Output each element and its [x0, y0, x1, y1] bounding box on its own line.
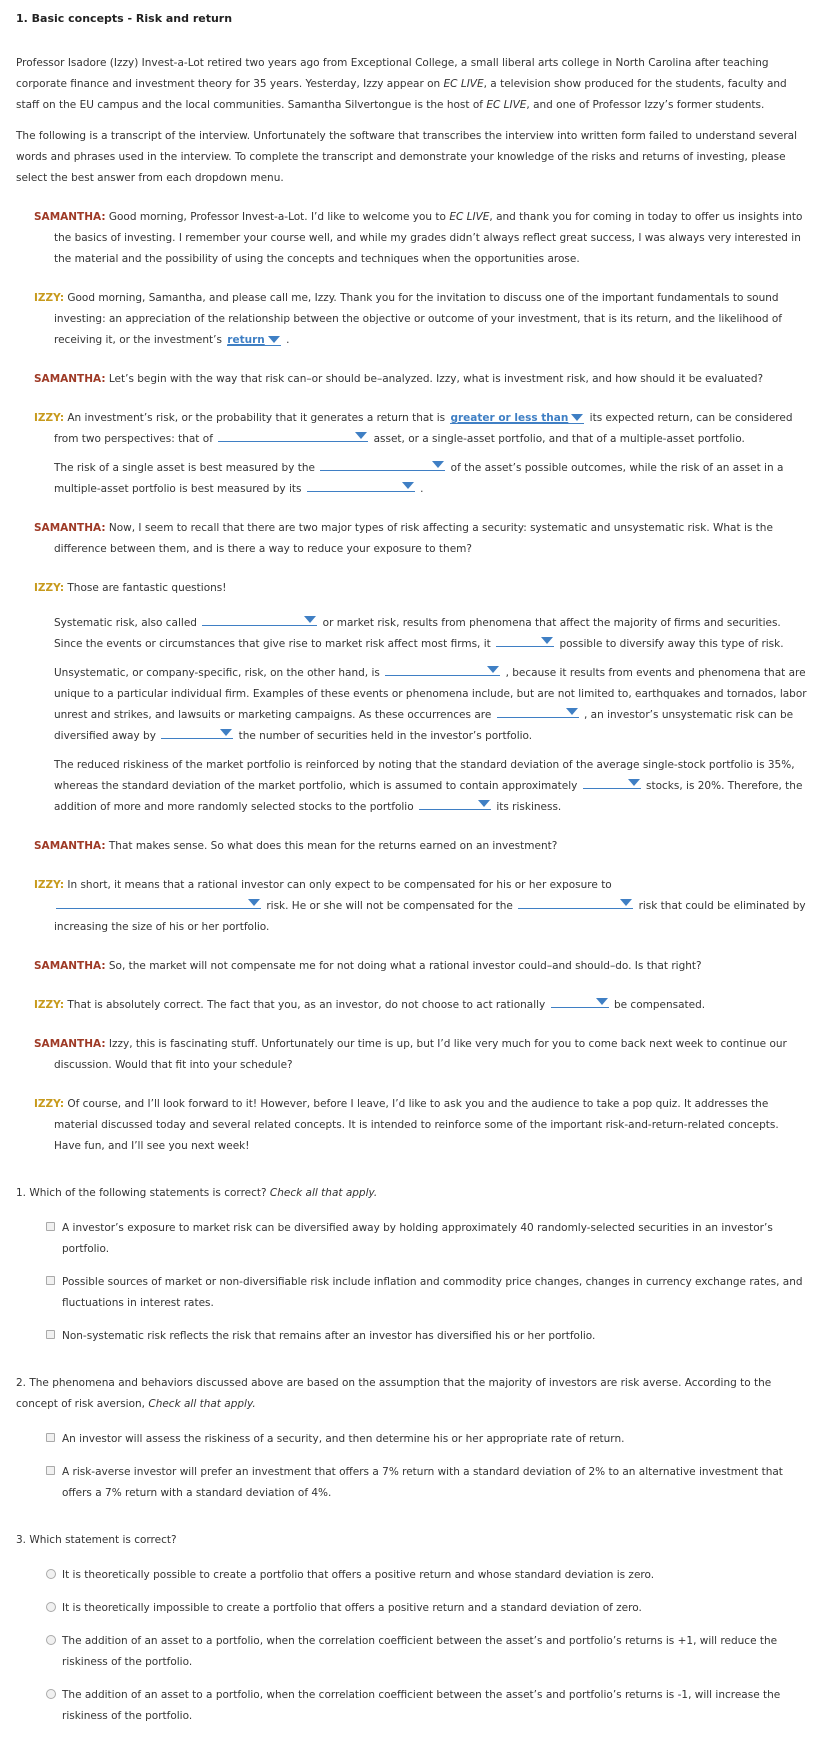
question-3-text: 3. Which statement is correct? — [16, 1534, 177, 1546]
turn-samantha-4: SAMANTHA: That makes sense. So what does this mean for the returns earned on an investment? — [34, 840, 558, 852]
speaker-izzy: IZZY: — [34, 1098, 65, 1110]
radio-icon[interactable] — [46, 1602, 56, 1612]
question-3 — [16, 1530, 808, 1727]
dropdown-change-count[interactable] — [161, 727, 233, 739]
chevron-down-icon — [541, 637, 553, 644]
checkbox-icon[interactable] — [46, 1276, 55, 1285]
chevron-down-icon — [478, 800, 490, 807]
turn-izzy-6: IZZY: Of course, and I’ll look forward to it! However, before I leave, I’d like to ask you and the audience to take a pop quiz. It addresses the material discussed today and several related concepts. It is intended to reinforce some of the important risk-and-return-related concepts. Have fun, and I’ll see you next week! — [34, 1098, 779, 1152]
turn-samantha-5: SAMANTHA: So, the market will not compensate me for not doing what a rational investor could–and should–do. Is that right? — [34, 960, 702, 972]
chevron-down-icon — [487, 666, 499, 673]
dropdown-stock-count[interactable] — [583, 777, 641, 789]
speaker-samantha: SAMANTHA: — [34, 522, 106, 534]
chevron-down-icon — [620, 899, 632, 906]
dropdown-single-asset-measure[interactable] — [320, 459, 445, 471]
q1-option-2[interactable]: Possible sources of market or non-diversifiable risk include inflation and commodity price changes, changes in currency exchange rates, and fluctuations in interest rates. — [46, 1272, 808, 1314]
speaker-samantha: SAMANTHA: — [34, 211, 106, 223]
question-2 — [16, 1373, 808, 1504]
turn-izzy-3: IZZY: Those are fantastic questions! Systematic risk, also called or market risk, results from phenomena that affect the majority of firms and securities. Since the events or circumstances that give rise to market risk affect most firms, it possible to diversify away this type of risk. Unsystematic, or company-specific, risk, on the other hand, is , because it results from events and phenomena that are unique to a particular individual firm. Examples of these events or phenomena include, but are not limited to, earthquakes and tornados, labor unrest and strikes, and lawsuits or marketing campaigns. As these occurrences are , an investor’s unsystematic risk can be diversified away by the number of securities held in the investor’s portfolio. The reduced riskiness of the market portfolio is reinforced by noting that the standard deviation of the average single-stock portfolio is 35%, whereas the standard deviation of the market portfolio, which is assumed to contain approximately stocks, is 20%. Therefore, the addition of more and more randomly selected stocks to the portfolio its riskiness. — [34, 582, 807, 813]
q3-option-2[interactable]: It is theoretically impossible to create a portfolio that offers a positive return and a standard deviation of zero. — [46, 1598, 808, 1619]
checkbox-icon[interactable] — [46, 1433, 55, 1442]
speaker-samantha: SAMANTHA: — [34, 840, 106, 852]
turn-izzy-2: IZZY: An investment’s risk, or the probability that it generates a return that is greater or less than its expected return, can be considered from two perspectives: that of asset, or a single-asset portfolio, and that of a multiple-asset portfolio. The risk of a single asset is best measured by the of the asset’s possible outcomes, while the risk of an asset in a multiple-asset portfolio is best measured by its . — [34, 412, 793, 495]
speaker-izzy: IZZY: — [34, 412, 65, 424]
dropdown-riskiness-effect[interactable] — [419, 798, 491, 810]
speaker-izzy: IZZY: — [34, 292, 65, 304]
speaker-izzy: IZZY: — [34, 999, 65, 1011]
transcript — [16, 207, 808, 1157]
chevron-down-icon — [268, 336, 280, 343]
dropdown-return-comparison[interactable]: greater or less than — [450, 412, 584, 424]
speaker-izzy: IZZY: — [34, 582, 65, 594]
q1-option-3[interactable]: Non-systematic risk reflects the risk that remains after an investor has diversified his or her portfolio. — [46, 1326, 808, 1347]
question-1-text: 1. Which of the following statements is correct? Check all that apply. — [16, 1187, 378, 1199]
radio-icon[interactable] — [46, 1569, 56, 1579]
dropdown-compensated-risk[interactable] — [56, 897, 261, 909]
dropdown-should-compensated[interactable] — [551, 996, 609, 1008]
radio-icon[interactable] — [46, 1689, 56, 1699]
dropdown-is-isnot[interactable] — [496, 635, 554, 647]
turn-samantha-6: SAMANTHA: Izzy, this is fascinating stuff. Unfortunately our time is up, but I’d like very much for you to come back next week to continue our discussion. Would that fit into your schedule? — [34, 1038, 787, 1071]
turn-samantha-1: SAMANTHA: Good morning, Professor Invest-a-Lot. I’d like to welcome you to EC LIVE, and thank you for coming in today to offer us insights into the basics of investing. I remember your course well, and while my grades didn’t always reflect great success, I was always very interested in the material and the possibility of using the concepts and techniques when the opportunities arose. — [34, 211, 803, 265]
intro-paragraph-2: The following is a transcript of the interview. Unfortunately the software that transcribes the interview into written form failed to understand several words and phrases used in the interview. To complete the transcript and demonstrate your knowledge of the risks and returns of investing, please select the best answer from each dropdown menu. — [16, 130, 798, 184]
checkbox-icon[interactable] — [46, 1330, 55, 1339]
chevron-down-icon — [566, 708, 578, 715]
turn-samantha-3: SAMANTHA: Now, I seem to recall that there are two major types of risk affecting a security: systematic and unsystematic risk. What is the difference between them, and is there a way to reduce your exposure to them? — [34, 522, 773, 555]
chevron-down-icon — [432, 461, 444, 468]
speaker-samantha: SAMANTHA: — [34, 1038, 106, 1050]
speaker-samantha: SAMANTHA: — [34, 373, 106, 385]
question-2-text: 2. The phenomena and behaviors discussed above are based on the assumption that the majority of investors are risk averse. According to the concept of risk aversion, Check all that apply. — [16, 1377, 772, 1410]
q3-option-4[interactable]: The addition of an asset to a portfolio, when the correlation coefficient between the asset’s and portfolio’s returns is -1, will increase the riskiness of the portfolio. — [46, 1685, 808, 1727]
dropdown-uncompensated-risk[interactable] — [518, 897, 633, 909]
intro-paragraph-1: Professor Isadore (Izzy) Invest-a-Lot retired two years ago from Exceptional College, a small liberal arts college in North Carolina after teaching corporate finance and investment theory for 35 years. Yesterday, Izzy appear on EC LIVE, a television show produced for the students, faculty and staff on the EU campus and the local communities. Samantha Silvertongue is the host of EC LIVE, and one of Professor Izzy’s former students. — [16, 57, 787, 111]
q1-option-1[interactable]: A investor’s exposure to market risk can be diversified away by holding approximately 40 randomly-selected securities in an investor’s portfolio. — [46, 1218, 808, 1260]
q3-option-1[interactable]: It is theoretically possible to create a portfolio that offers a positive return and whose standard deviation is zero. — [46, 1565, 808, 1586]
q2-option-2[interactable]: A risk-averse investor will prefer an investment that offers a 7% return with a standard deviation of 2% to an alternative investment that offers a 7% return with a standard deviation of 4%. — [46, 1462, 808, 1504]
dropdown-portfolio-measure[interactable] — [307, 480, 415, 492]
checkbox-icon[interactable] — [46, 1466, 55, 1475]
page-title: 1. Basic concepts - Risk and return — [16, 12, 233, 25]
question-1 — [16, 1183, 808, 1347]
dropdown-unsystematic-type[interactable] — [385, 664, 500, 676]
dropdown-risk-term[interactable]: return — [227, 334, 280, 346]
turn-izzy-5: IZZY: That is absolutely correct. The fact that you, as an investor, do not choose to act rationally be compensated. — [34, 995, 808, 1016]
chevron-down-icon — [571, 414, 583, 421]
dropdown-occurrence-type[interactable] — [497, 706, 579, 718]
chevron-down-icon — [628, 779, 640, 786]
chevron-down-icon — [220, 729, 232, 736]
dropdown-systematic-alias[interactable] — [202, 614, 317, 626]
turn-izzy-1: IZZY: Good morning, Samantha, and please call me, Izzy. Thank you for the invitation to discuss one of the important fundamentals to sound investing: an appreciation of the relationship between the objective or outcome of your investment, that is its return, and the likelihood of receiving it, or the investment’s return . — [34, 292, 782, 346]
chevron-down-icon — [355, 432, 367, 439]
turn-izzy-4: IZZY: In short, it means that a rational investor can only expect to be compensated for his or her exposure to risk. He or she will not be compensated for the risk that could be eliminated by increasing the size of his or her portfolio. — [34, 879, 806, 933]
chevron-down-icon — [304, 616, 316, 623]
chevron-down-icon — [248, 899, 260, 906]
speaker-samantha: SAMANTHA: — [34, 960, 106, 972]
chevron-down-icon — [402, 482, 414, 489]
radio-icon[interactable] — [46, 1635, 56, 1645]
dropdown-asset-perspective[interactable] — [218, 430, 368, 442]
q3-option-3[interactable]: The addition of an asset to a portfolio, when the correlation coefficient between the asset’s and portfolio’s returns is +1, will reduce the riskiness of the portfolio. — [46, 1631, 808, 1673]
q2-option-1[interactable]: An investor will assess the riskiness of a security, and then determine his or her appropriate rate of return. — [46, 1429, 808, 1450]
turn-samantha-2: SAMANTHA: Let’s begin with the way that risk can–or should be–analyzed. Izzy, what is investment risk, and how should it be evaluated? — [34, 373, 764, 385]
speaker-izzy: IZZY: — [34, 879, 65, 891]
chevron-down-icon — [596, 998, 608, 1005]
checkbox-icon[interactable] — [46, 1222, 55, 1231]
